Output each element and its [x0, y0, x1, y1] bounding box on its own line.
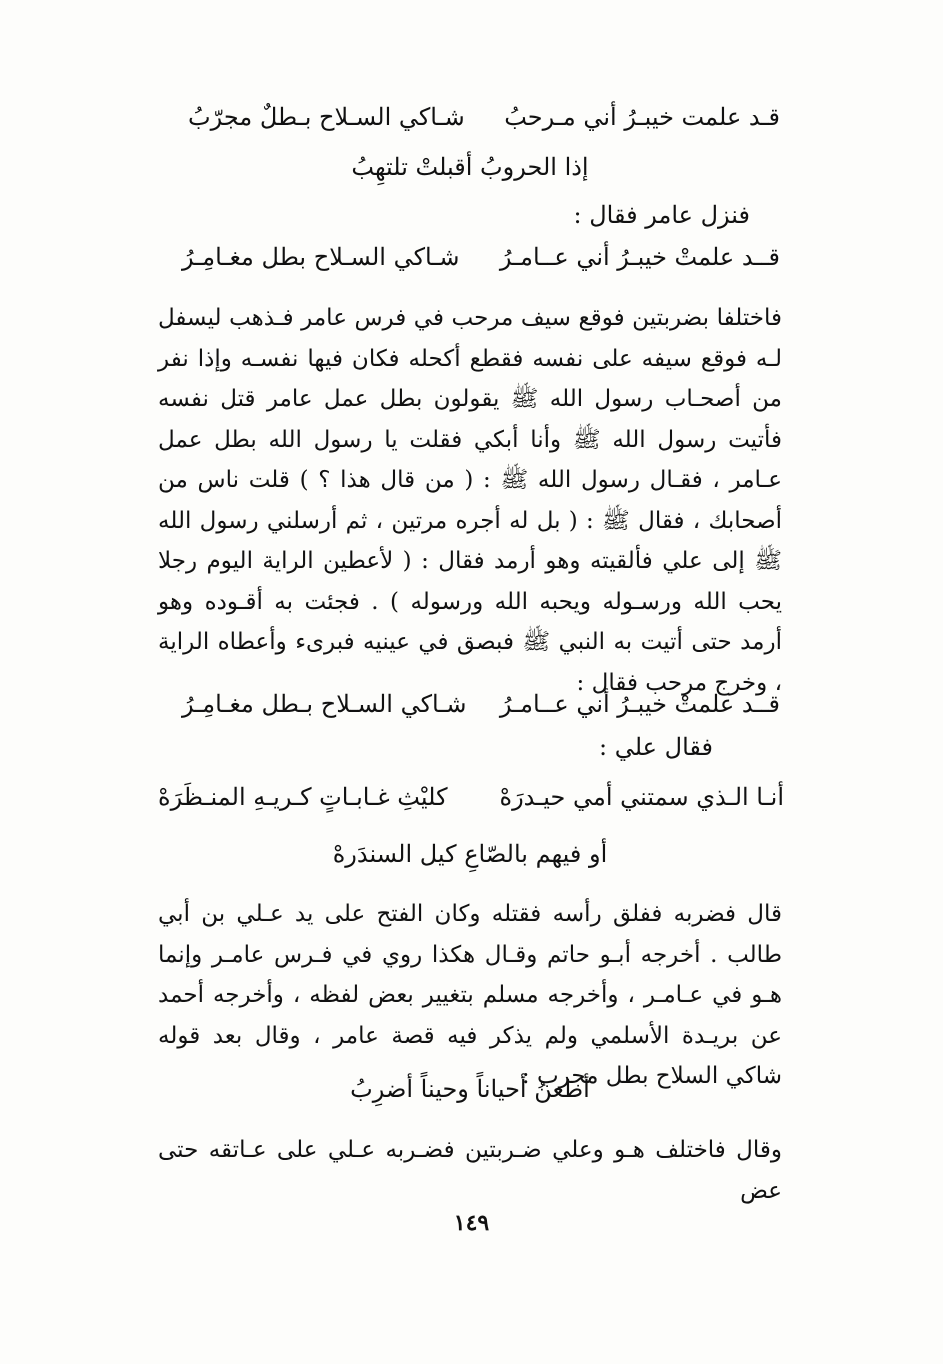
paragraph-1: فاختلفا بضربتين فوقع سيف مرحب في فرس عامر فـذهب ليسفل لـه فوقع سيفه على نفسه فقطع أكحله فكان فيها نفسـه وإذا نفر من أصحـاب رسول الله ﷺ يقولون بطل عمل عامر قتل نفسه فأتيت رسول الله ﷺ وأنا أبكي فقلت يا رسول الله بطل عمل عـامر ، فقـال رسول الله ﷺ : ( من قال هذا ؟ ) قلت ناس من أصحابك ، فقال ﷺ : ( بل له أجره مرتين ، ثم أرسلني رسول الله ﷺ إلى علي فألقيته وهو أرمد فقال : ( لأعطين الراية اليوم رجلا يحب الله ورسـوله ويحبه الله ورسوله ) . فجئت به أقـوده وهو أرمد حتى أتيت به النبي ﷺ فبصق في عينيه فبرىء وأعطاه الراية ، وخرج مرحب فقال : [158, 305, 782, 696]
verse-2-second-hemistich: شـاكي السـلاح بطل مغـامِـرُ [182, 243, 460, 271]
verse-1-second-hemistich: شـاكي السـلاح بـطلٌ مجرّبُ [188, 103, 465, 131]
verse-5: أطعنُ أحياناً وحيناً أضرِبُ [350, 1075, 590, 1103]
verse-4-first-hemistich: أنـا الـذي سمتني أمي حيـدرَهْ [499, 783, 784, 811]
verse-1-first-hemistich: قـد علمت خيبـرُ أني مـرحبُ [504, 103, 780, 131]
verse-2-first-hemistich: قــد علمتْ خيبـرُ أني عــامـرُ [499, 243, 780, 271]
verse-3 [160, 690, 780, 724]
intro-ali-line: فقال علي : [599, 733, 713, 761]
intro-amir-line: فنزل عامر فقال : [573, 201, 750, 229]
verse-2 [160, 243, 780, 277]
paragraph-2: قال فضربه ففلق رأسه فقتله وكان الفتح على يد عـلي بن أبي طالب . أخرجه أبـو حاتم وقـال هكذا روي في فـرس عامـر وإنما هـو في عـامـر ، وأخرجه مسلم بتغيير بعض لفظه ، وأخرجه أحمد عن بريـدة الأسلمي ولم يذكر فيه قصة عامر ، وقال بعد قوله شاكي السلاح بطل مجرب : [158, 901, 782, 1089]
verse-3-first-hemistich: قــد علمتْ خيبـرُ أني عــامـرُ [499, 690, 780, 718]
verse-1-continuation: إذا الحروبُ أقبلتْ تلتهِبُ [351, 153, 589, 181]
verse-4-continuation: أو فيهم بالصّاعِ كيل السندَرهْ [332, 840, 608, 868]
paragraph-3: وقال فاختلف هـو وعلي ضـربتين فضـربه عـلي على عـاتقه حتى عض [158, 1137, 782, 1204]
verse-3-second-hemistich: شـاكي السـلاح بـطل مغـامِـرُ [182, 690, 467, 718]
verse-1 [160, 103, 780, 137]
verse-4 [158, 783, 784, 817]
verse-4-second-hemistich: كليْثِ غـابـاتٍ كـريـهِ المنـظَرَهْ [158, 783, 448, 811]
page-number: ١٤٩ [453, 1210, 490, 1236]
